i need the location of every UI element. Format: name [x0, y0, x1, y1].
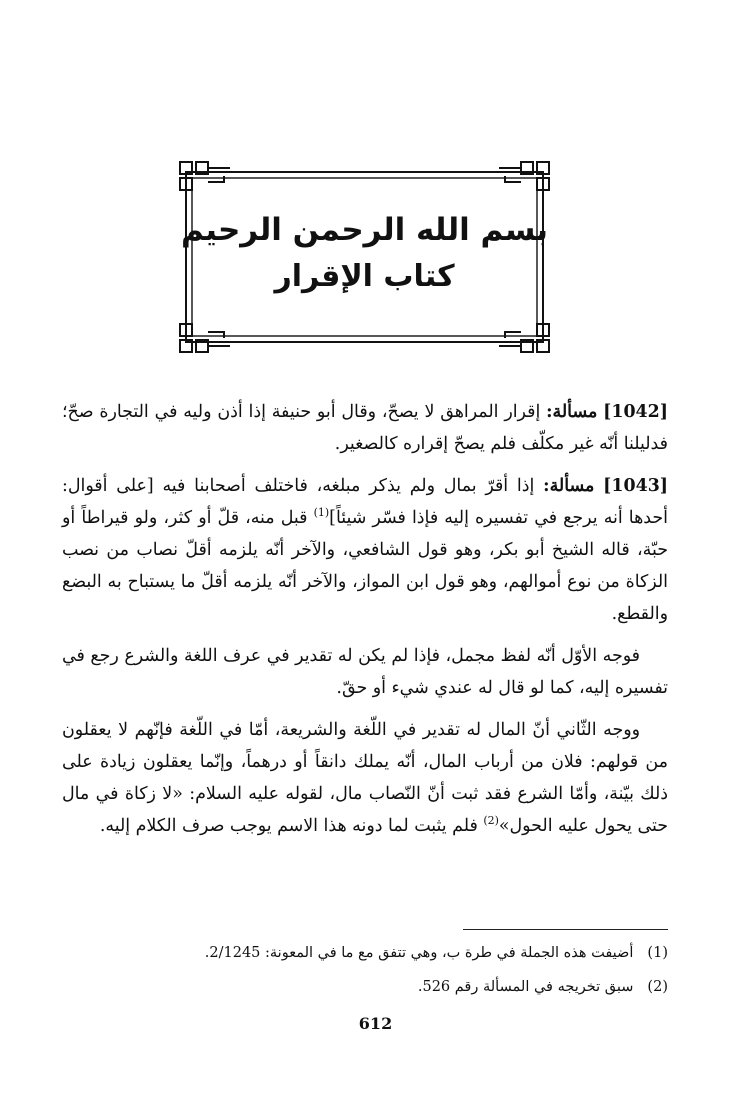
footnote-2	[62, 970, 668, 1004]
paragraph-first-view: فوجه الأوّل أنّه لفظ مجمل، فإذا لم يكن له تقدير في عرف اللغة والشرع رجع في تفسيره إليه، كما لو قال له عندي شيء أو حقّ.	[62, 646, 668, 698]
main-text	[62, 396, 668, 852]
footnote-text: أضيفت هذه الجملة في طرة ب، وهي تتفق مع ما في المعونة: 2/1245.	[204, 945, 634, 961]
book-title: كتاب الإقرار	[274, 259, 455, 294]
footnote-divider	[463, 929, 668, 930]
issue-text: إذا أقرّ بمال ولم يذكر مبلغه، فاختلف أصحابنا فيه [على أقوال: أحدها أنه يرجع في تفسيره إليه فإذا فسّر شيئاً]	[62, 476, 668, 528]
paragraph-text: ووجه الثّاني أنّ المال له تقدير في اللّغة والشريعة، أمّا في اللّغة فإنّهم لا يعقلون من قولهم: فلان من أرباب المال، أنّه يملك دانقاً أو درهماً، وإنّما يعقلون زيادة على ذلك بيّنة، وأمّا الشرع فقد ثبت أنّ النّصاب مال، لقوله عليه السلام: «لا زكاة في مال حتى يحول عليه الحول»	[62, 720, 668, 836]
basmala-heading: بسم الله الرحمن الرحيم	[180, 212, 549, 248]
issue-1043	[62, 470, 668, 630]
issue-label: مسألة:	[546, 402, 598, 422]
footnote-text: سبق تخريجه في المسألة رقم 526.	[417, 979, 634, 995]
paragraph-text-cont: فلم يثبت لما دونه هذا الاسم يوجب صرف الكلام إليه.	[99, 816, 484, 836]
footnote-ref-2[interactable]: (2)	[483, 814, 499, 828]
paragraph-second-view	[62, 714, 668, 842]
issue-number: [1043]	[603, 476, 669, 496]
footnote-number: (2)	[647, 979, 668, 995]
issue-number: [1042]	[603, 402, 668, 422]
page-number: 612	[358, 1014, 393, 1033]
issue-1042	[62, 396, 668, 460]
issue-label: مسألة:	[543, 476, 595, 496]
footnote-1	[62, 936, 668, 970]
issue-text-cont: قبل منه، قلّ أو كثر، ولو قيراطاً أو حبّة، قاله الشيخ أبو بكر، وهو قول الشافعي، والآخر أنّه يلزمه أقلّ نصاب من نصب الزكاة من نوع أموالهم، وهو قول ابن المواز، والآخر أنّه يلزمه أقلّ ما يستباح به البضع والقطع.	[62, 508, 668, 624]
title-block	[178, 160, 551, 354]
footnotes	[62, 936, 668, 1004]
footnote-ref-1[interactable]: (1)	[313, 506, 330, 520]
footnote-number: (1)	[647, 945, 668, 961]
title-frame	[178, 160, 551, 354]
issue-text: إقرار المراهق لا يصحّ، وقال أبو حنيفة إذا أذن وليه في التجارة صحّ؛ فدليلنا أنّه غير مكلّف فلم يصحّ إقراره كالصغير.	[62, 402, 668, 454]
